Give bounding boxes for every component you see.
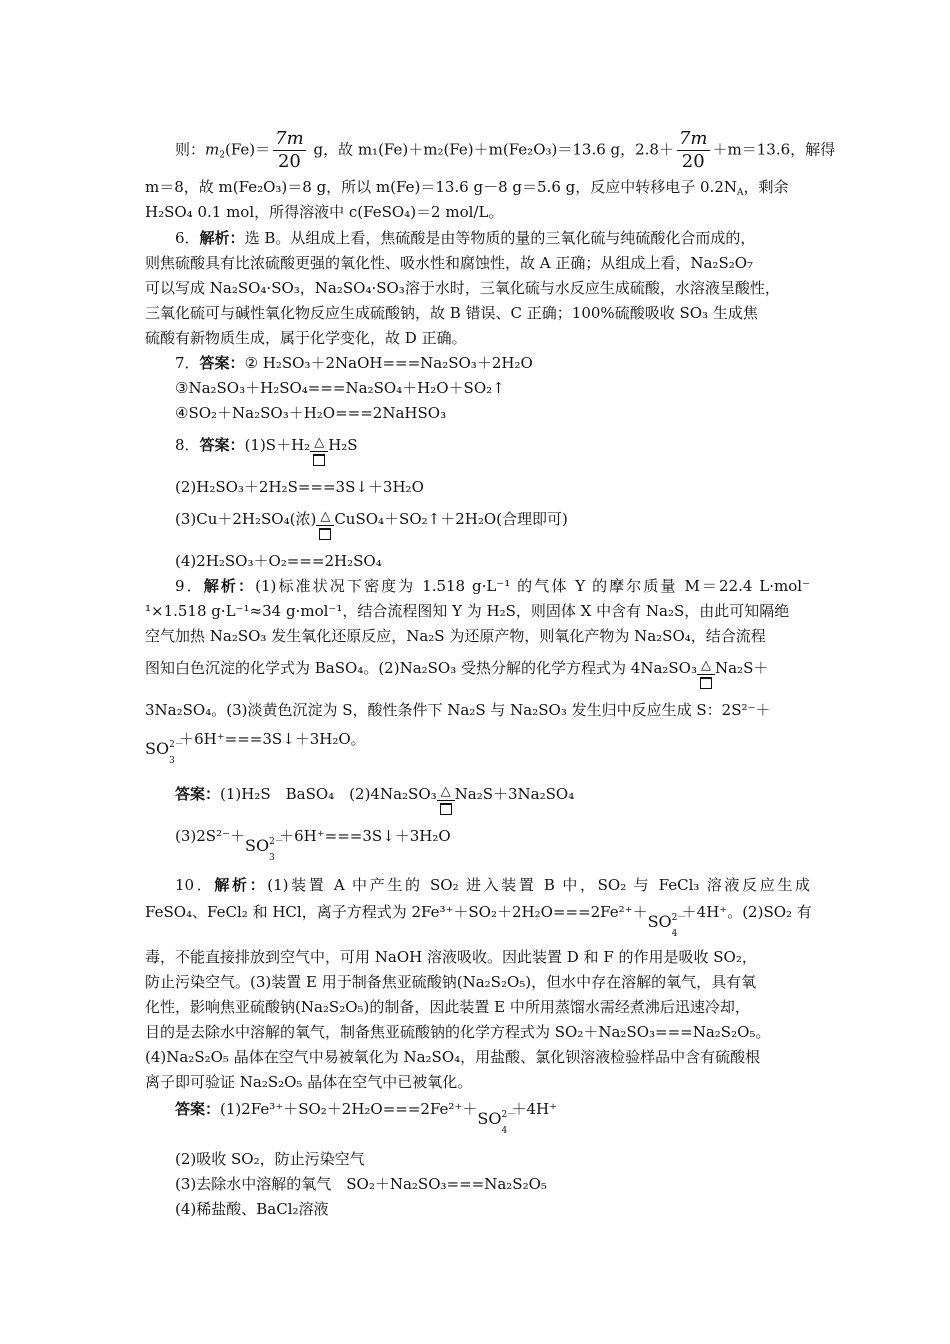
q7-line-2: ③Na₂SO₃＋H₂SO₄===Na₂SO₄＋H₂O＋SO₂↑ — [175, 379, 505, 397]
answer-label: 答案： — [175, 1100, 221, 1118]
text: ＋m＝13.6，解得 — [712, 140, 836, 159]
fraction-denominator: 20 — [277, 151, 301, 172]
text: 图知白色沉淀的化学式为 BaSO₄。(2)Na₂SO₃ 受热分解的化学方程式为 4Na₂SO₃ — [145, 659, 697, 677]
fraction-numerator: 7m — [275, 128, 304, 149]
q9-line-2: ¹×1.518 g·L⁻¹≈34 g·mol⁻¹，结合流程图知 Y 为 H₂S，则固体 X 中含有 Na₂S，由此可知隔绝 — [145, 602, 790, 620]
q6-line-1 — [175, 227, 840, 249]
q8-line-3 — [175, 508, 840, 530]
q8-line-2: (2)H₂SO₃＋2H₂S===3S↓＋3H₂O — [175, 478, 424, 496]
q9-answer-line-2 — [175, 825, 840, 863]
text: ，剩余 — [743, 178, 789, 196]
subscript: A — [736, 188, 744, 198]
text: (1)标准状况下密度为 1.518 g·L⁻¹ 的气体 Y 的摩尔质量 M＝22.4 L·mol⁻ — [255, 577, 811, 595]
answer-label: 答案： — [175, 785, 221, 803]
sulfate-ion — [647, 911, 687, 939]
heating-condition-mark — [310, 435, 328, 453]
q10-answer-line-3: (3)去除水中溶解的氧气 SO₂＋Na₂SO₃===Na₂S₂O₅ — [175, 1175, 547, 1193]
q10-line-3: 毒，不能直接排放到空气中，可用 NaOH 溶液吸收。因此装置 D 和 F 的作用是吸收 SO₂， — [145, 948, 757, 966]
sulfite-ion — [245, 835, 284, 863]
q10-line-1 — [175, 874, 810, 896]
text: 选 B。从组成上看，焦硫酸是由等物质的量的三氧化硫与纯硫酸化合而成的， — [244, 229, 756, 247]
q10-answer-line-4: (4)稀盐酸、BaCl₂溶液 — [175, 1200, 329, 1218]
question-number: 7． — [175, 354, 200, 372]
ion-formula: SO — [647, 912, 672, 931]
q8-line-4: (4)2H₂SO₃＋O₂===2H₂SO₄ — [175, 552, 382, 570]
calc-line-3: H₂SO₄ 0.1 mol，所得溶液中 c(FeSO₄)＝2 mol/L。 — [145, 203, 504, 221]
q10-line-4: 防止污染空气。(3)装置 E 用于制备焦亚硫酸钠(Na₂S₂O₅)，但水中存在溶解的氧气，具有氧 — [145, 973, 757, 991]
text: Na₂S＋3Na₂SO₄ — [454, 785, 575, 803]
analysis-label: 解析： — [214, 876, 268, 894]
text: m＝8，故 m(Fe₂O₃)＝8 g，所以 m(Fe)＝13.6 g－8 g＝5.6 g，反应中转移电子 0.2N — [145, 178, 737, 196]
q10-answer-line-1 — [175, 1098, 840, 1136]
q10-line-6: 目的是去除水中溶解的氧气，制备焦亚硫酸钠的化学方程式为 SO₂＋Na₂SO₃===Na₂S₂O₅。 — [145, 1023, 771, 1041]
q6-line-5: 硫酸有新物质生成，属于化学变化，故 D 正确。 — [145, 329, 467, 347]
q10-line-2 — [145, 901, 812, 939]
fraction-denominator: 20 — [681, 151, 705, 172]
ion-subscript: 4 — [501, 1126, 508, 1136]
ion-formula: SO — [477, 1109, 502, 1128]
calc-line-2 — [145, 176, 810, 198]
q10-line-5: 化性，影响焦亚硫酸钠(Na₂S₂O₅)的制备，因此装置 E 中所用蒸馏水需经煮沸后迅速冷却， — [145, 998, 750, 1016]
fraction-numerator: 7m — [678, 128, 708, 149]
text: ＋6H⁺===3S↓＋3H₂O。 — [179, 730, 366, 748]
q10-line-8: 离子即可验证 Na₂S₂O₅ 晶体在空气中已被氧化。 — [145, 1073, 473, 1091]
q9-line-6 — [145, 728, 810, 766]
text: ② H₂SO₃＋2NaOH===Na₂SO₃＋2H₂O — [244, 354, 533, 372]
q6-line-3: 可以写成 Na₂SO₄·SO₃，Na₂SO₄·SO₃溶于水时，三氧化硫与水反应生成硫酸，水溶液呈酸性， — [145, 279, 780, 297]
heat-triangle-icon: △ — [314, 435, 325, 450]
text: FeSO₄、FeCl₂ 和 HCl，离子方程式为 2Fe³⁺＋SO₂＋2H₂O===2Fe²⁺＋ — [145, 903, 648, 921]
text: H₂S — [328, 436, 358, 454]
question-number: 9． — [175, 577, 204, 595]
q9-line-1 — [175, 575, 810, 597]
text: (1)装置 A 中产生的 SO₂ 进入装置 B 中，SO₂ 与 FeCl₃ 溶液反应生成 — [267, 876, 810, 894]
text: CuSO₄＋SO₂↑＋2H₂O(合理即可) — [334, 510, 568, 528]
text: (1)2Fe³⁺＋SO₂＋2H₂O===2Fe²⁺＋ — [220, 1100, 478, 1118]
text: m — [205, 140, 220, 159]
heat-triangle-icon: △ — [440, 784, 451, 799]
q10-answer-line-2: (2)吸收 SO₂，防止污染空气 — [175, 1150, 365, 1168]
text: (1)S＋H₂ — [244, 436, 311, 454]
text: ＋6H⁺===3S↓＋3H₂O — [279, 827, 451, 845]
question-number: 10． — [175, 876, 215, 894]
ion-charge: 2－ — [501, 1110, 517, 1120]
fraction — [273, 128, 306, 173]
ion-formula: SO — [145, 739, 170, 758]
text: (3)Cu＋2H₂SO₄(浓) — [175, 510, 317, 528]
q7-line-3: ④SO₂＋Na₂SO₃＋H₂O===2NaHSO₃ — [175, 404, 447, 422]
text: (Fe)＝ — [224, 140, 271, 159]
ion-subscript: 4 — [671, 929, 678, 939]
calc-line-1 — [175, 128, 840, 173]
q6-line-2: 则焦硫酸具有比浓硫酸更强的氧化性、吸水性和腐蚀性，故 A 正确；从组成上看，Na₂S₂O₇ — [145, 254, 754, 272]
ion-charge: 2－ — [671, 913, 687, 923]
question-number: 8． — [175, 436, 200, 454]
heat-triangle-icon: △ — [701, 658, 711, 673]
ion-subscript: 3 — [269, 853, 275, 863]
text: 则： — [175, 140, 206, 159]
text: ＋4H⁺ — [511, 1100, 557, 1118]
answer-label: 答案： — [199, 354, 245, 372]
fraction — [677, 128, 710, 173]
q7-line-1 — [175, 352, 840, 374]
text: (3)2S²⁻＋ — [175, 827, 245, 845]
q9-line-3: 空气加热 Na₂SO₃ 发生氧化还原反应，Na₂S 为还原产物，则氧化产物为 Na₂SO₄，结合流程 — [145, 627, 766, 645]
heating-condition-mark — [316, 509, 334, 527]
ion-formula: SO — [245, 836, 270, 855]
sulfite-ion — [145, 738, 184, 766]
q9-line-4 — [145, 657, 810, 679]
sulfate-ion — [477, 1108, 517, 1136]
question-number: 6． — [175, 229, 200, 247]
text: (1)H₂S BaSO₄ (2)4Na₂SO₃ — [220, 785, 437, 803]
q8-line-1 — [175, 434, 840, 456]
analysis-label: 解析： — [199, 229, 245, 247]
subscript: 2 — [219, 150, 225, 161]
heat-triangle-icon: △ — [320, 509, 331, 524]
text: Na₂S＋ — [715, 659, 769, 677]
heating-condition-mark — [697, 658, 715, 676]
text: ＋4H⁺。(2)SO₂ 有 — [681, 903, 812, 921]
text: g，故 m₁(Fe)＋m₂(Fe)＋m(Fe₂O₃)＝13.6 g，2.8＋ — [308, 140, 674, 159]
q9-line-5: 3Na₂SO₄。(3)淡黄色沉淀为 S，酸性条件下 Na₂S 与 Na₂SO₃ 发生归中反应生成 S：2S²⁻＋ — [145, 701, 771, 719]
answer-label: 答案： — [199, 436, 245, 454]
ion-charge: 2－ — [269, 837, 284, 847]
heating-condition-mark — [437, 784, 455, 802]
analysis-label: 解析： — [203, 577, 256, 595]
ion-charge: 2－ — [169, 740, 184, 750]
q10-line-7: (4)Na₂S₂O₅ 晶体在空气中易被氧化为 Na₂SO₄，用盐酸、氯化钡溶液检验样品中含有硫酸根 — [145, 1048, 761, 1066]
ion-subscript: 3 — [169, 756, 175, 766]
q6-line-4: 三氧化硫可与碱性氧化物反应生成硫酸钠，故 B 错误、C 正确；100%硫酸吸收 SO₃ 生成焦 — [145, 304, 758, 322]
q9-answer-line-1 — [175, 783, 840, 805]
